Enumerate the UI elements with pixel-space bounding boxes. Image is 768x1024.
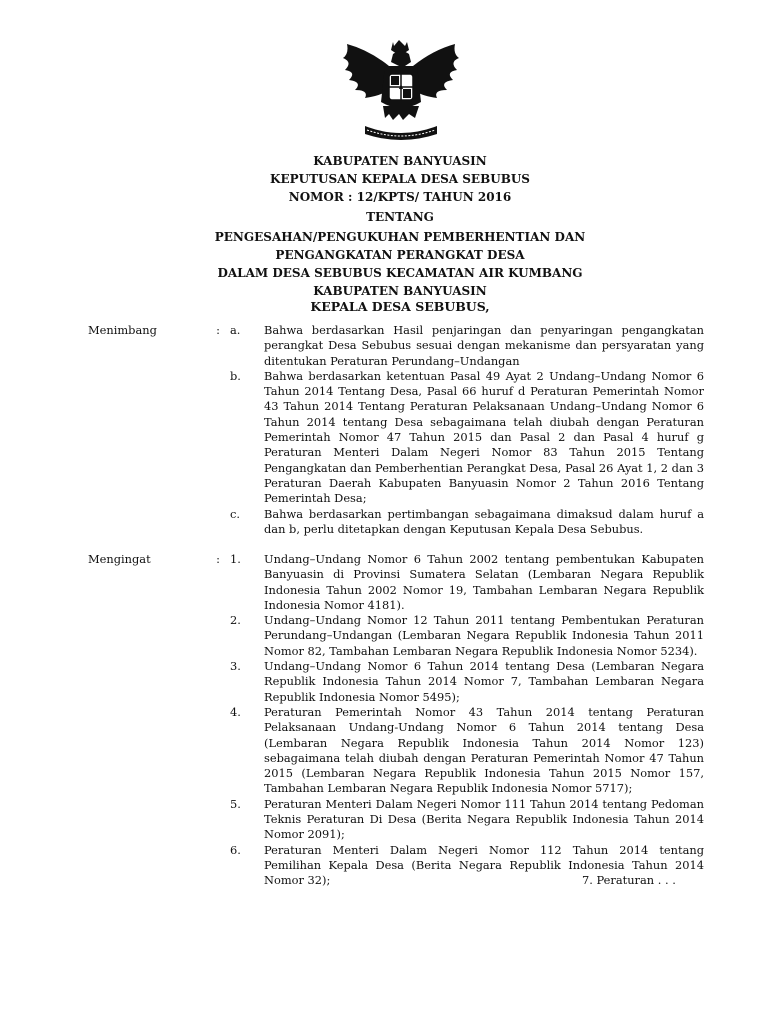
clause-text: Undang–Undang Nomor 12 Tahun 2011 tentang Pembentukan Peraturan Perundang–Undangan (Lembaran Negara Republik Indonesia Tahun 2011 Nomor 82, Tambahan Lembaran Negara Republik Indonesia Nomor 5234). (264, 613, 704, 658)
section-label: Mengingat (88, 552, 151, 566)
clause-text: Undang–Undang Nomor 6 Tahun 2002 tentang pembentukan Kabupaten Banyuasin di Provinsi Sumatera Selatan (Lembaran Negara Republik Indonesia Tahun 2002 Nomor 19, Tambahan Lembaran Negara Republik Indonesia Nomor 4181). (264, 552, 704, 612)
clause-text: Peraturan Menteri Dalam Negeri Nomor 111 Tahun 2014 tentang Pedoman Teknis Peraturan Di Desa (Berita Negara Republik Indonesia Tahun 2014 Nomor 2091); (264, 796, 704, 842)
clause-number: b. (230, 368, 241, 383)
clause-row (88, 369, 704, 507)
clause-number: 4. (230, 704, 241, 719)
clause-row (88, 659, 704, 705)
clause-text: Bahwa berdasarkan Hasil penjaringan dan penyaringan pengangkatan perangkat Desa Sebubus sesuai dengan mekanisme dan persyaratan yang ditentukan Peraturan Perundang–Undangan (264, 323, 704, 368)
subject-line: KABUPATEN BANYUASIN (313, 284, 487, 298)
subject-line: PENGANGKATAN PERANGKAT DESA (275, 248, 525, 262)
subject-line: PENGESAHAN/PENGUKUHAN PEMBERHENTIAN DAN (214, 230, 586, 244)
page-continuation: 7. Peraturan . . . (582, 873, 676, 887)
section-colon: : (216, 552, 220, 566)
clause-number: a. (230, 323, 241, 337)
section-label: Menimbang (88, 323, 157, 337)
clause-number: 5. (230, 796, 241, 811)
clause-number: 6. (230, 842, 241, 857)
clause-text: Bahwa berdasarkan ketentuan Pasal 49 Ayat 2 Undang–Undang Nomor 6 Tahun 2014 Tentang Desa, Pasal 66 huruf d Peraturan Pemerintah Nomor 43 Tahun 2014 Tentang Peraturan Pelaksanaan Undang–Undang Nomor 6 Tahun 2014 tentang Desa sebagaimana telah diubah dengan Peraturan Pemerintah Nomor 47 Tahun 2015 dan Pasal 2 dan Pasal 4 huruf g Peraturan Menteri Dalam Negeri Nomor 83 Tahun 2015 Tentang Pengangkatan dan Pemberhentian Perangkat Desa, Pasal 26 Ayat 1, 2 dan 3 Peraturan Daerah Kabupaten Banyuasin Nomor 2 Tahun 2016 Tentang Pemerintah Desa; (264, 368, 704, 506)
clause-text: Peraturan Menteri Dalam Negeri Nomor 112 Tahun 2014 tentang Pemilihan Kepala Desa (Berita Negara Republik Indonesia Tahun 2014 Nomor 32); (264, 842, 704, 888)
clause-text: Undang–Undang Nomor 6 Tahun 2014 tentang Desa (Lembaran Negara Republik Indonesia Tahun 2014 Nomor 7, Tambahan Lembaran Negara Republik Indonesia Nomor 5495); (264, 659, 704, 704)
clause-row (88, 797, 704, 843)
clause-number: c. (230, 506, 241, 521)
garuda-emblem-icon (339, 40, 463, 144)
decree-title: KEPUTUSAN KEPALA DESA SEBUBUS (270, 172, 530, 186)
clause-row (88, 613, 704, 659)
mengingat-section (88, 552, 704, 889)
clause-text: Peraturan Pemerintah Nomor 43 Tahun 2014 tentang Peraturan Pelaksanaan Undang-Undang Nomor 6 Tahun 2014 tentang Desa (Lembaran Negara Republik Indonesia Tahun 2014 Nomor 123) sebagaimana telah diubah dengan Peraturan Pemerintah Nomor 47 Tahun 2015 (Lembaran Negara Republik Indonesia Tahun 2015 Nomor 157, Tambahan Lembaran Negara Republik Indonesia Nomor 5717); (264, 704, 704, 796)
clause-row (88, 705, 704, 797)
clause-number: 1. (230, 552, 241, 566)
clause-row (88, 552, 704, 613)
clause-number: 2. (230, 613, 241, 628)
regency-title: KABUPATEN BANYUASIN (313, 154, 487, 168)
issuer-title: KEPALA DESA SEBUBUS, (310, 299, 490, 314)
clause-text: Bahwa berdasarkan pertimbangan sebagaimana dimaksud dalam huruf a dan b, perlu ditetapkan dengan Keputusan Kepala Desa Sebubus. (264, 506, 704, 536)
clause-row (88, 323, 704, 369)
clause-row (88, 507, 704, 538)
document-header (0, 152, 768, 206)
about-label: TENTANG (366, 210, 434, 224)
decree-subject (0, 228, 768, 300)
decree-number: NOMOR : 12/KPTS/ TAHUN 2016 (288, 190, 512, 204)
section-colon: : (216, 323, 220, 337)
subject-line: DALAM DESA SEBUBUS KECAMATAN AIR KUMBANG (217, 266, 583, 280)
clause-number: 3. (230, 659, 241, 674)
menimbang-section (88, 323, 704, 537)
